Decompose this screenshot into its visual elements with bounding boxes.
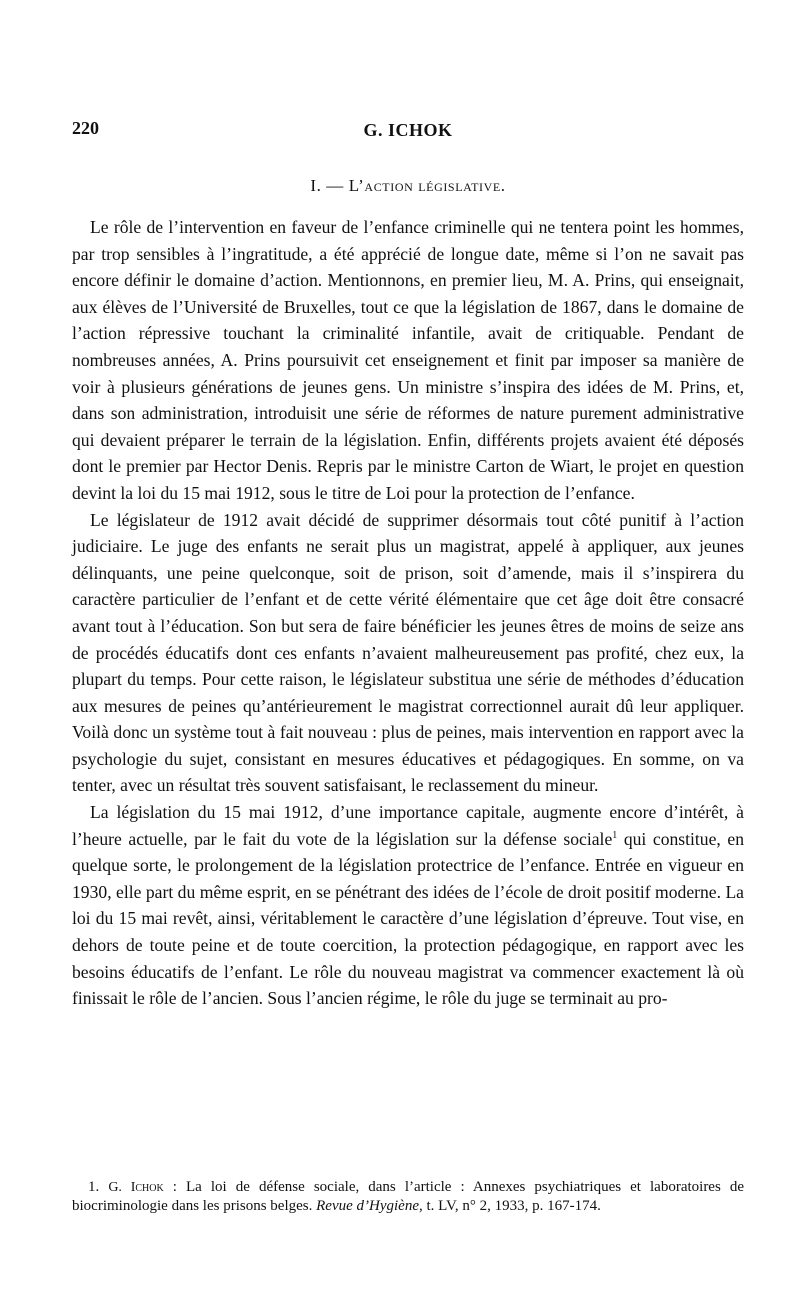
section-title-text: L’action législative. — [348, 176, 506, 195]
footnote-citation: , t. LV, n° 2, 1933, p. 167-174. — [419, 1198, 601, 1214]
paragraph-text-continued: qui constitue, en quelque sorte, le prolongement de la législation protectrice de l’enfance. Entrée en vigueur en 1930, elle part du même esprit, en se pénétrant des idées de l’école de droit positif moderne. La loi du 15 mai revêt, ainsi, véritablement le caractère d’une législation d’épreuve. Tout vise, en dehors de toute peine et de toute coercition, la protection pédagogique, en rapport avec les besoins éducatifs de l’enfant. Le rôle du nouveau magistrat va commencer exactement là où finissait le rôle de l’ancien. Sous l’ancien régime, le rôle du juge se terminait au pro- — [72, 828, 744, 1009]
section-numeral: I. — — [310, 176, 349, 195]
page-number: 220 — [72, 118, 99, 138]
paragraph-text: Le rôle de l’intervention en faveur de l’enfance criminelle qui ne tentera point les hommes, par trop sensibles à l’ingratitude, a été apprécié de longue date, même si l’on ne savait pas encore définir le domaine d’action. Mentionnons, en premier lieu, M. A. Prins, qui enseignait, aux élèves de l’Université de Bruxelles, tout ce que la législation de 1867, dans le domaine de l’action répressive touchant la criminalité infantile, avait de critiquable. Pendant de nombreuses années, A. Prins poursuivit cet enseignement et finit par imposer sa manière de voir à plusieurs générations de jeunes gens. Un ministre s’inspira des idées de M. Prins, et, dans son administration, introduisit une série de réformes de nature purement administrative qui devaient préparer le terrain de la législation. Enfin, différents projets avaient été déposés dont le premier par Hector Denis. Repris par le ministre Carton de Wiart, le projet en question devint la loi du 15 mai 1912, sous le titre de Loi pour la protection de l’enfance. — [72, 217, 744, 503]
footnote-journal: Revue d’Hygiène — [316, 1198, 419, 1214]
page-header — [72, 118, 744, 148]
paragraph-text: Le législateur de 1912 avait décidé de supprimer désormais tout côté punitif à l’action judiciaire. Le juge des enfants ne serait plus un magistrat, appelé à appliquer, aux jeunes délinquants, une peine quelconque, soit de prison, soit d’amende, mais il s’inspirera du caractère particulier de l’enfant et de cette vérité élémentaire que cet âge doit être consacré avant tout à l’éducation. Son but sera de faire bénéficier les jeunes êtres de moins de seize ans de procédés éducatifs dont ces enfants n’avaient malheureusement pas profité, chez eux, la plupart du temps. Pour cette raison, le législateur substitua une série de méthodes d’éducation aux mesures de peines qu’antérieurement le magistrat correctionnel aurait dû leur appliquer. Voilà donc un système tout à fait nouveau : plus de peines, mais intervention en rapport avec la psychologie du sujet, consistant en mesures éducatives et pédagogiques. En somme, on va tenter, avec un résultat très souvent satisfaisant, le reclassement du mineur. — [72, 509, 744, 796]
footnote — [72, 1178, 744, 1216]
paragraph — [72, 799, 744, 1012]
running-head: G. ICHOK — [363, 120, 453, 140]
footnote-author: G. Ichok — [108, 1180, 164, 1195]
footnote-text: : La loi de défense sociale, dans l’article : Annexes psychiatriques et laboratoires de biocriminologie dans les prisons belges. — [72, 1179, 745, 1214]
footnote-number: 1. — [88, 1179, 109, 1195]
footnote-reference: 1 — [612, 829, 618, 841]
body-text — [72, 214, 744, 1012]
section-title — [72, 176, 744, 196]
paragraph — [72, 214, 744, 507]
paragraph — [72, 507, 744, 800]
paragraph-text: La législation du 15 mai 1912, d’une importance capitale, augmente encore d’intérêt, à l’heure actuelle, par le fait du vote de la législation sur la défense sociale — [72, 802, 744, 849]
